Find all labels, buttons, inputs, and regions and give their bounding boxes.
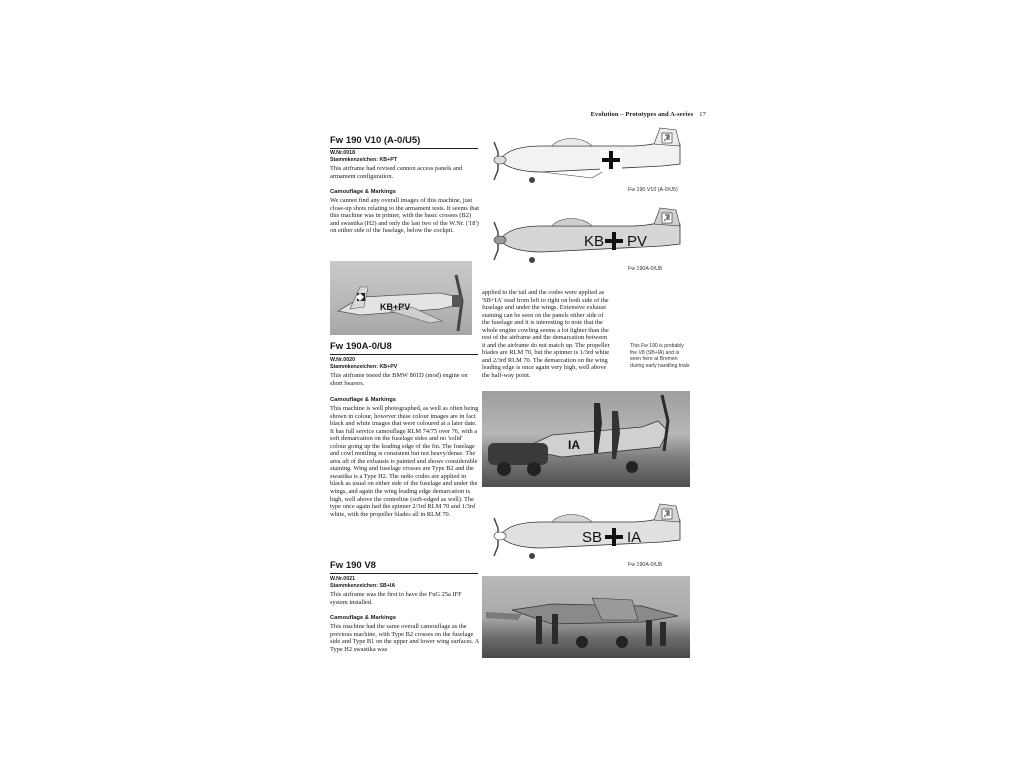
- stammkenn-label: Stammkenzeichen: KB+PT: [330, 157, 397, 163]
- intro-a0u8: This airframe tested the BMW 801D (mod) engine on short bearers.: [330, 372, 468, 387]
- photo-ground-handling: [482, 391, 690, 487]
- photo-ground-crew: [482, 576, 690, 658]
- column2-text: applied to the tail and the codes were applied as 'SB+IA' read from left to right on both side of the fuselage and under the wings. Extensive exhaust staining can be seen on the panels either side of the fuselage and it is interesting to note that the whole engine cowling seems a lot lighter than the rest of the airframe and the demarcation between it and the airframe do not match up. The propeller blades are RLM 70, but the spinner is 1/3rd white and 2/3rd RLM 70. The demarcation on the wing leading edge is once again very high, well above the half-way point.: [482, 289, 610, 380]
- camo-head-v10: Camouflage & Markings: [330, 189, 397, 195]
- section-title-v10: Fw 190 V10 (A-0/U5): [330, 135, 478, 149]
- wnr-label: W.Nr.0021: [330, 576, 356, 582]
- code-left: KB: [584, 233, 605, 250]
- profile-caption-v10: Fw 190 V10 (A-0/U5): [628, 187, 678, 193]
- camo-text-a0u8: This machine is well photographed, as well as often being shown in colour, however these colour images are in fact black and white images that were coloured at a later date. It has full service camouflage RLM 74/75 over 76, with a soft demarcation on the fuselage sides and no 'solid' colour going up the leading edge of the fin. The fuselage and cowl mottling is consistent but not heavy/dense. The area aft of the exhausts is painted and shows considerable staining. Wing and fuselage crosses are Type B2 and the swastika is a Type H2. The radio codes are applied in black as usual on either side of the fuselage and under the wings, and again the wing leading edge demarcation is high, well above the centreline (soft-edged as well). The type once again had the spinner 2/3rd RLM 70 and 1/3rd white, with the propeller blades all in RLM 70.: [330, 405, 479, 518]
- stammkenn-label: Stammkenzeichen: KB+PV: [330, 364, 398, 370]
- wnr-v10: [330, 150, 480, 164]
- profile-sbia: [482, 500, 692, 564]
- profile-v10: [482, 124, 692, 188]
- code-right: PV: [627, 233, 648, 250]
- camo-head-a0u8: Camouflage & Markings: [330, 397, 397, 403]
- profile-kbpv: [482, 204, 692, 268]
- wnr-label: W.Nr.0020: [330, 357, 356, 363]
- profile-caption-kbpv: Fw 190A-0/U8: [628, 266, 662, 272]
- section-title-v8: Fw 190 V8: [330, 560, 478, 574]
- camo-text-v10: We cannot find any overall images of this machine, just close-up shots relating to the armament tests. It seems that this machine was in primer, with the basic crosses (B2) and swastika (H2) and only the last two of the W.Nr. ('18') on either side of the fuselage, below the cockpit.: [330, 197, 480, 235]
- wnr-v8: [330, 576, 480, 590]
- aircraft-photo-icon: [482, 391, 690, 487]
- code-left: SB: [582, 529, 603, 546]
- camo-text-v8: This machine had the same overall camouflage as the previous machine, with Type B2 crosses on the fuselage side and Type B1 on the upper and lower wing surfaces. A Type H2 swastika was: [330, 623, 479, 653]
- camo-head-v8: Camouflage & Markings: [330, 615, 397, 621]
- wnr-a0u8: [330, 357, 480, 371]
- aircraft-photo-icon: [482, 576, 690, 658]
- intro-v8: This airframe was the first to have the FuG 25a IFF system installed.: [330, 591, 462, 606]
- photo-kbpv-flight: [330, 261, 472, 335]
- intro-v10: This airframe had revised cannon access panels and armament configuration.: [330, 165, 463, 180]
- wnr-label: W.Nr.0018: [330, 150, 356, 156]
- photo-caption: This Fw 190 is probably the V8 (SB+IA) and is seen here at Bremen during early handling trials: [630, 343, 690, 369]
- page-number: 17: [699, 111, 706, 118]
- stammkenn-label: Stammkenzeichen: SB+IA: [330, 583, 396, 589]
- photo1-code: KB+PV: [380, 302, 411, 312]
- section-title-a0u8: Fw 190A-0/U8: [330, 341, 478, 355]
- running-head: [470, 111, 706, 118]
- photo2-code: IA: [568, 438, 580, 452]
- aircraft-photo-icon: [330, 261, 472, 335]
- profile-caption-sbia: Fw 190A-0/U8: [628, 562, 662, 568]
- running-head-title: Evolution – Prototypes and A-series: [590, 111, 694, 118]
- code-right: IA: [627, 529, 642, 546]
